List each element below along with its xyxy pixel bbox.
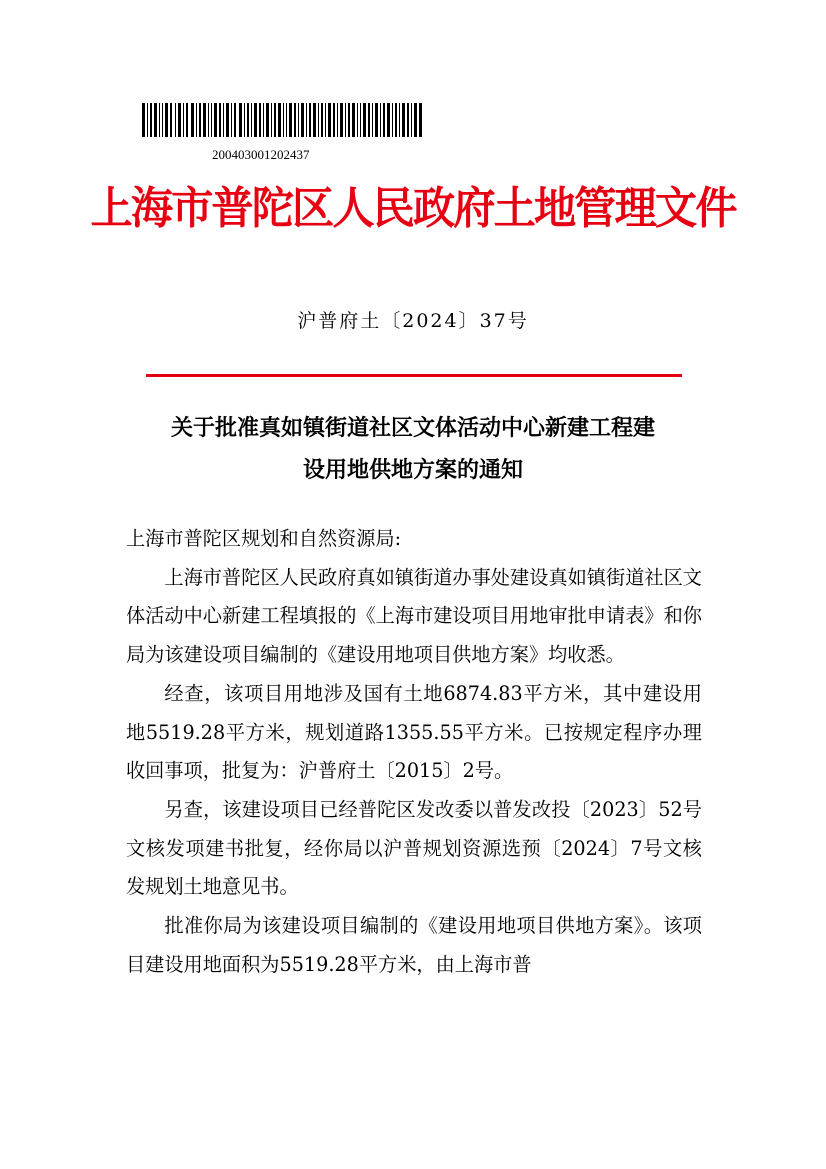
document-header-title: 上海市普陀区人民政府土地管理文件: [90, 183, 736, 234]
body-paragraph: 上海市普陀区人民政府真如镇街道办事处建设真如镇街道社区文体活动中心新建工程填报的《上海市建设项目用地审批申请表》和你局为该建设项目编制的《建设用地项目供地方案》均收悉。: [126, 565, 702, 667]
body-paragraph: 另查，该建设项目已经普陀区发改委以普发改投〔2023〕52号文核发项建书批复，经你局以沪普规划资源选预〔2024〕7号文核发规划土地意见书。: [126, 797, 702, 899]
red-divider-rule: [146, 374, 682, 377]
addressee: 上海市普陀区规划和自然资源局:: [126, 527, 402, 550]
notice-title-line-2: 设用地供地方案的通知: [302, 458, 523, 483]
document-number: 沪普府土〔2024〕37号: [297, 310, 529, 332]
document-body: [126, 520, 702, 984]
notice-title: [118, 408, 708, 492]
body-paragraph: 经查，该项目用地涉及国有土地6874.83平方米，其中建设用地5519.28平方米，规划道路1355.55平方米。已按规定程序办理收回事项，批复为：沪普府土〔2015〕2号。: [126, 681, 702, 783]
notice-title-line-1: 关于批准真如镇街道社区文体活动中心新建工程建: [170, 416, 655, 441]
barcode: [142, 103, 422, 137]
body-paragraph: 批准你局为该建设项目编制的《建设用地项目供地方案》。该项目建设用地面积为5519.28平方米，由上海市普: [126, 914, 702, 976]
barcode-number: 200403001202437: [212, 147, 310, 162]
